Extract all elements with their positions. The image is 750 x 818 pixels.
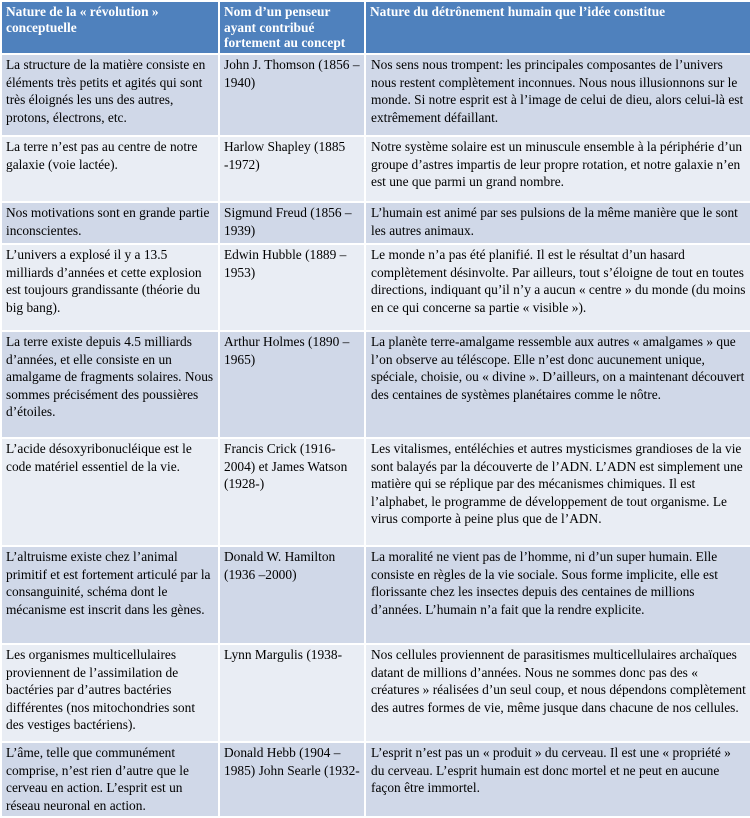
cell-penseur: Harlow Shapley (1885 -1972): [219, 136, 365, 202]
cell-nature: La structure de la matière consiste en éléments très petits et agités qui sont très éloignés les uns des autres, protons, électrons, etc.: [1, 54, 219, 136]
cell-detronement: Nos cellules proviennent de parasitismes multicellulaires archaïques datant de millions d’années. Nous ne sommes donc pas des « créatures » réalisées d’un seul coup, et nous dépendons complètement des autres formes de vie, même jusque dans chacune de nos cellules.: [365, 644, 750, 742]
cell-nature: L’acide désoxyribonucléique est le code matériel essentiel de la vie.: [1, 438, 219, 546]
table-row: [1, 54, 750, 136]
cell-detronement: L’esprit n’est pas un « produit » du cerveau. Il est une « propriété » du cerveau. L’esprit humain est donc mortel et ne peut en aucune façon être immortel.: [365, 742, 750, 817]
cell-detronement: Notre système solaire est un minuscule ensemble à la périphérie d’un groupe d’astres impartis de leur propre rotation, et notre galaxie n’en est une que parmi un grand nombre.: [365, 136, 750, 202]
table-row: [1, 546, 750, 644]
table-row: [1, 742, 750, 817]
cell-detronement: La moralité ne vient pas de l’homme, ni d’un super humain. Elle consiste en règles de la vie sociale. Sous forme implicite, elle est florissante chez les insectes depuis des centaines de millions d’années. L’humain n’a fait que la rendre explicite.: [365, 546, 750, 644]
cell-penseur: Donald Hebb (1904 – 1985) John Searle (1932-: [219, 742, 365, 817]
table-row: [1, 331, 750, 438]
cell-nature: L’univers a explosé il y a 13.5 milliards d’années et cette explosion est toujours grandissante (théorie du big bang).: [1, 244, 219, 331]
header-detronement: Nature du détrônement humain que l’idée constitue: [365, 1, 750, 54]
cell-penseur: Lynn Margulis (1938-: [219, 644, 365, 742]
header-penseur: Nom d’un penseur ayant contribué fortement au concept: [219, 1, 365, 54]
cell-nature: L’âme, telle que communément comprise, n’est rien d’autre que le cerveau en action. L’esprit est un réseau neuronal en action.: [1, 742, 219, 817]
cell-penseur: Francis Crick (1916-2004) et James Watson (1928-): [219, 438, 365, 546]
cell-nature: Nos motivations sont en grande partie inconscientes.: [1, 202, 219, 244]
cell-nature: La terre n’est pas au centre de notre galaxie (voie lactée).: [1, 136, 219, 202]
table-row: [1, 244, 750, 331]
header-row: [1, 1, 750, 54]
cell-nature: L’altruisme existe chez l’animal primitif et est fortement articulé par la consanguinité, schéma dont le mécanisme est inscrit dans les gènes.: [1, 546, 219, 644]
table-row: [1, 202, 750, 244]
cell-nature: Les organismes multicellulaires proviennent de l’assimilation de bactéries par d’autres bactéries différentes (nos mitochondries sont des vestiges bactériens).: [1, 644, 219, 742]
cell-detronement: Nos sens nous trompent: les principales composantes de l’univers nous restent complètement inconnues. Nous nous illusionnons sur le monde. Si notre esprit est à l’image de celui de dieu, alors celui-là est extrêmement défaillant.: [365, 54, 750, 136]
cell-detronement: Le monde n’a pas été planifié. Il est le résultat d’un hasard complètement désinvolte. Par ailleurs, tout s’éloigne de tout en toutes directions, indiquant qu’il n’y a aucun « centre » du monde (du moins en ce qui concerne sa partie « visible »).: [365, 244, 750, 331]
table-row: [1, 438, 750, 546]
cell-penseur: Arthur Holmes (1890 – 1965): [219, 331, 365, 438]
header-nature: Nature de la « révolution » conceptuelle: [1, 1, 219, 54]
cell-penseur: John J. Thomson (1856 –1940): [219, 54, 365, 136]
table-row: [1, 136, 750, 202]
cell-penseur: Edwin Hubble (1889 – 1953): [219, 244, 365, 331]
cell-nature: La terre existe depuis 4.5 milliards d’années, et elle consiste en un amalgame de fragments solaires. Nous sommes précisément des poussières d’étoiles.: [1, 331, 219, 438]
cell-penseur: Donald W. Hamilton (1936 –2000): [219, 546, 365, 644]
table-row: [1, 644, 750, 742]
cell-detronement: La planète terre-amalgame ressemble aux autres « amalgames » que l’on observe au téléscope. Elle n’est donc aucunement unique, spéciale, choisie, ou « divine ». D’ailleurs, on a maintenant découvert des centaines de systèmes planétaires comme le nôtre.: [365, 331, 750, 438]
cell-detronement: L’humain est animé par ses pulsions de la même manière que le sont les autres animaux.: [365, 202, 750, 244]
cell-detronement: Les vitalismes, entéléchies et autres mysticismes grandioses de la vie sont balayés par la découverte de l’ADN. L’ADN est simplement une matière qui se réplique par des mécanismes chimiques. Il est l’alphabet, le programme de développement de tout organisme. Le virus comporte à peine plus que de l’ADN.: [365, 438, 750, 546]
cell-penseur: Sigmund Freud (1856 –1939): [219, 202, 365, 244]
